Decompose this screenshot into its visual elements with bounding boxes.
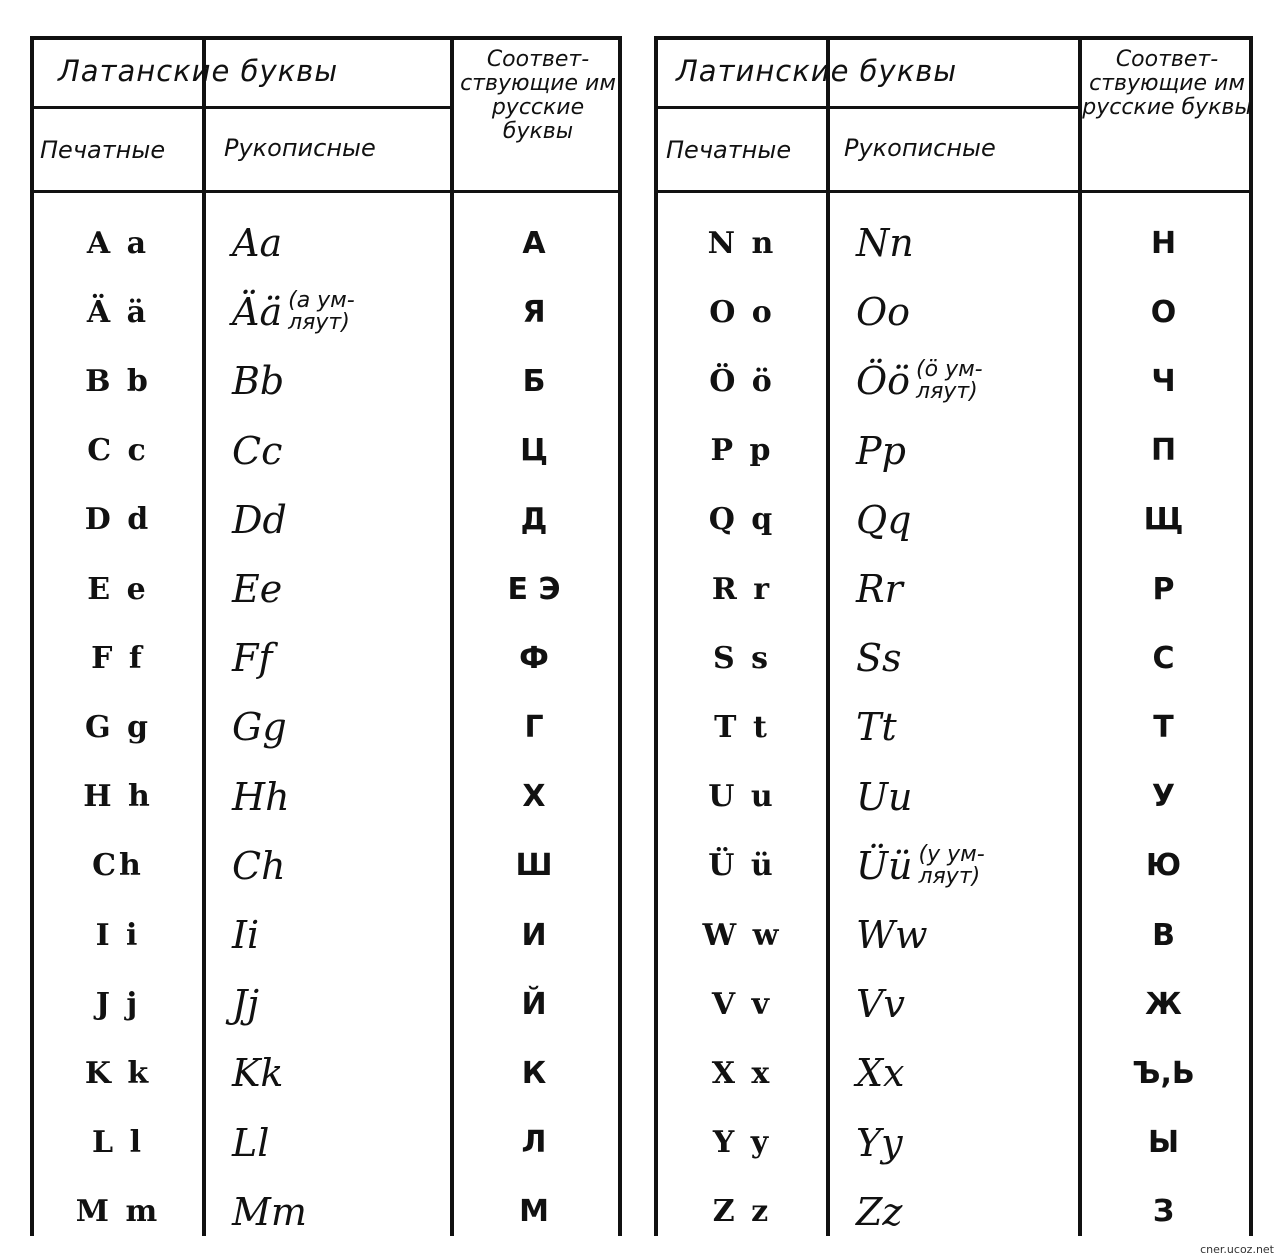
printed-letter: M m	[75, 1194, 161, 1230]
printed-letter: N n	[707, 225, 777, 261]
russian-letter: Я	[522, 294, 546, 330]
alphabet-row	[34, 900, 618, 970]
printed-letter: R r	[711, 571, 773, 607]
left-alphabet-table	[30, 36, 622, 1236]
handwritten-letter	[826, 692, 1108, 762]
alphabet-row	[658, 554, 1249, 624]
right-alphabet-table	[654, 36, 1253, 1236]
russian-letter: Е Э	[507, 571, 561, 607]
handwritten-letter	[202, 900, 480, 970]
alphabet-row	[658, 208, 1249, 278]
handwritten-glyphs: Pp	[856, 428, 906, 473]
handwritten-letter	[202, 485, 480, 555]
printed-letter: I i	[95, 917, 141, 953]
handwritten-glyphs: Cc	[232, 428, 283, 473]
alphabet-row	[34, 277, 618, 347]
printed-letter: C c	[87, 433, 149, 469]
printed-letter: S s	[713, 640, 771, 676]
printed-letter: P p	[710, 433, 774, 469]
alphabet-row	[34, 692, 618, 762]
alphabet-row	[34, 485, 618, 555]
handwritten-glyphs: Gg	[232, 705, 287, 750]
handwritten-glyphs: Mm	[232, 1189, 307, 1234]
russian-letter: К	[521, 1055, 547, 1091]
handwritten-glyphs: Aa	[232, 221, 283, 265]
russian-letter: О	[1150, 294, 1177, 330]
handwritten-glyphs: Xx	[856, 1051, 905, 1096]
handwritten-letter	[826, 554, 1108, 624]
header-latin-letters: Латанские буквы	[58, 54, 339, 88]
handwritten-letter	[826, 1038, 1108, 1108]
russian-letter: Д	[520, 502, 548, 538]
russian-letter: Й	[521, 986, 547, 1022]
handwritten-letter	[826, 416, 1108, 486]
alphabet-row	[658, 277, 1249, 347]
handwritten-letter	[826, 346, 1108, 416]
handwritten-glyphs: Ww	[856, 913, 928, 957]
russian-letter: Р	[1152, 571, 1175, 607]
russian-letter: У	[1151, 779, 1176, 815]
russian-letter: Ц	[520, 433, 548, 469]
alphabet-row	[658, 900, 1249, 970]
printed-letter: D d	[84, 502, 152, 538]
alphabet-row	[658, 346, 1249, 416]
handwritten-letter	[202, 1177, 480, 1247]
alphabet-row	[658, 623, 1249, 693]
header-printed: Печатные	[40, 136, 166, 164]
handwritten-letter	[826, 762, 1108, 832]
printed-letter: F f	[91, 640, 145, 676]
printed-letter: G g	[84, 709, 152, 745]
russian-letter: Л	[521, 1125, 547, 1161]
russian-letter: П	[1150, 433, 1177, 469]
alphabet-row	[34, 1108, 618, 1178]
header-handwritten: Рукописные	[844, 134, 996, 162]
printed-letter: K k	[84, 1055, 152, 1091]
handwritten-letter	[826, 1108, 1108, 1178]
header-corresponding: Соответ- ствующие им русские буквы	[460, 47, 616, 144]
handwritten-letter	[202, 346, 480, 416]
russian-letter: Т	[1153, 709, 1174, 745]
alphabet-row	[658, 1177, 1249, 1247]
header-divider	[34, 106, 450, 109]
handwritten-glyphs: Tt	[856, 705, 897, 750]
handwritten-letter	[202, 762, 480, 832]
handwritten-glyphs: Ee	[232, 567, 283, 611]
printed-letter: J j	[95, 986, 141, 1022]
header-latin-letters: Латинские буквы	[676, 54, 958, 88]
handwritten-glyphs: Yy	[856, 1120, 903, 1165]
russian-letter: Щ	[1143, 502, 1184, 538]
handwritten-glyphs: Dd	[232, 497, 287, 542]
alphabet-row	[658, 485, 1249, 555]
handwritten-glyphs: Nn	[856, 221, 914, 265]
handwritten-letter	[826, 831, 1108, 901]
handwritten-glyphs: Ss	[856, 636, 902, 681]
handwritten-glyphs: Hh	[232, 774, 290, 819]
printed-letter: Ä ä	[86, 294, 150, 330]
russian-letter: М	[519, 1194, 549, 1230]
russian-letter: Ю	[1145, 848, 1182, 884]
handwritten-glyphs: Zz	[856, 1189, 903, 1234]
printed-letter: Ö ö	[709, 363, 775, 399]
russian-letter: Ч	[1151, 363, 1176, 399]
handwritten-glyphs: Oo	[856, 290, 911, 335]
russian-letter: Ф	[519, 640, 549, 676]
alphabet-row	[658, 831, 1249, 901]
printed-letter: Z z	[712, 1194, 772, 1230]
alphabet-row	[34, 762, 618, 832]
alphabet-row	[658, 692, 1249, 762]
printed-letter: Ü ü	[708, 848, 776, 884]
header-bottom-line	[658, 190, 1249, 193]
handwritten-letter	[826, 623, 1108, 693]
printed-letter: L l	[92, 1125, 144, 1161]
alphabet-row	[658, 969, 1249, 1039]
printed-letter: U u	[708, 779, 776, 815]
printed-letter: T t	[714, 709, 770, 745]
alphabet-row	[34, 416, 618, 486]
handwritten-letter	[202, 623, 480, 693]
handwritten-glyphs: Uu	[856, 774, 913, 819]
handwritten-letter	[826, 277, 1108, 347]
russian-letter: А	[522, 225, 546, 261]
alphabet-row	[658, 1038, 1249, 1108]
header-printed: Печатные	[666, 136, 792, 164]
russian-letter: Ъ,Ь	[1132, 1055, 1195, 1091]
russian-letter: Н	[1150, 225, 1177, 261]
umlaut-note: (а ум- ляут)	[288, 288, 355, 336]
alphabet-row	[34, 1177, 618, 1247]
printed-letter: X x	[711, 1055, 773, 1091]
russian-letter: С	[1152, 640, 1175, 676]
handwritten-letter	[202, 1038, 480, 1108]
watermark: cner.ucoz.net	[1200, 1243, 1274, 1256]
printed-letter: W w	[702, 917, 782, 953]
handwritten-letter	[826, 485, 1108, 555]
alphabet-row	[34, 208, 618, 278]
alphabet-row	[34, 623, 618, 693]
alphabet-row	[34, 554, 618, 624]
handwritten-glyphs: Bb	[232, 359, 285, 404]
handwritten-glyphs: Ff	[232, 636, 273, 681]
handwritten-letter	[826, 969, 1108, 1039]
russian-letter: Ш	[515, 848, 553, 884]
header-corresponding: Соответ- ствующие им русские буквы	[1082, 47, 1252, 120]
russian-letter: Б	[522, 363, 546, 399]
printed-letter: Q q	[708, 502, 776, 538]
printed-letter: A a	[86, 225, 150, 261]
printed-letter: O o	[709, 294, 775, 330]
handwritten-letter	[202, 208, 480, 278]
handwritten-glyphs: Kk	[232, 1051, 284, 1096]
printed-letter: E e	[87, 571, 149, 607]
handwritten-letter	[826, 900, 1108, 970]
alphabet-row	[34, 969, 618, 1039]
header-handwritten: Рукописные	[224, 134, 376, 162]
russian-letter: И	[521, 917, 547, 953]
printed-letter: Y y	[712, 1125, 772, 1161]
alphabet-row	[34, 346, 618, 416]
handwritten-letter	[202, 831, 480, 901]
header-bottom-line	[34, 190, 618, 193]
handwritten-glyphs: Ii	[232, 913, 260, 957]
handwritten-glyphs: Öö	[856, 359, 911, 404]
handwritten-glyphs: Vv	[856, 982, 905, 1027]
alphabet-row	[658, 416, 1249, 486]
handwritten-glyphs: Ää	[232, 290, 283, 335]
umlaut-note: (у ум- ляут)	[918, 841, 985, 889]
printed-letter: B b	[85, 363, 151, 399]
handwritten-letter	[202, 692, 480, 762]
handwritten-letter	[202, 969, 480, 1039]
handwritten-glyphs: Ch	[232, 843, 286, 888]
handwritten-glyphs: Ll	[232, 1120, 270, 1165]
russian-letter: Х	[522, 779, 546, 815]
printed-letter: V v	[711, 986, 773, 1022]
umlaut-note: (ö ум- ляут)	[916, 357, 983, 405]
handwritten-letter	[202, 277, 480, 347]
russian-letter: З	[1152, 1194, 1175, 1230]
alphabet-row	[658, 762, 1249, 832]
alphabet-row	[658, 1108, 1249, 1178]
handwritten-glyphs: Jj	[232, 982, 260, 1027]
handwritten-letter	[826, 208, 1108, 278]
handwritten-glyphs: Rr	[856, 567, 903, 611]
alphabet-row	[34, 831, 618, 901]
handwritten-letter	[202, 1108, 480, 1178]
alphabet-row	[34, 1038, 618, 1108]
russian-letter: Ы	[1147, 1125, 1180, 1161]
russian-letter: Г	[524, 709, 544, 745]
handwritten-letter	[826, 1177, 1108, 1247]
handwritten-letter	[202, 554, 480, 624]
handwritten-glyphs: Qq	[856, 497, 912, 542]
printed-letter: Ch	[92, 848, 144, 884]
russian-letter: Ж	[1145, 986, 1182, 1022]
handwritten-glyphs: Üü	[856, 843, 913, 888]
header-divider	[658, 106, 1078, 109]
russian-letter: В	[1152, 917, 1175, 953]
handwritten-letter	[202, 416, 480, 486]
printed-letter: H h	[83, 779, 153, 815]
